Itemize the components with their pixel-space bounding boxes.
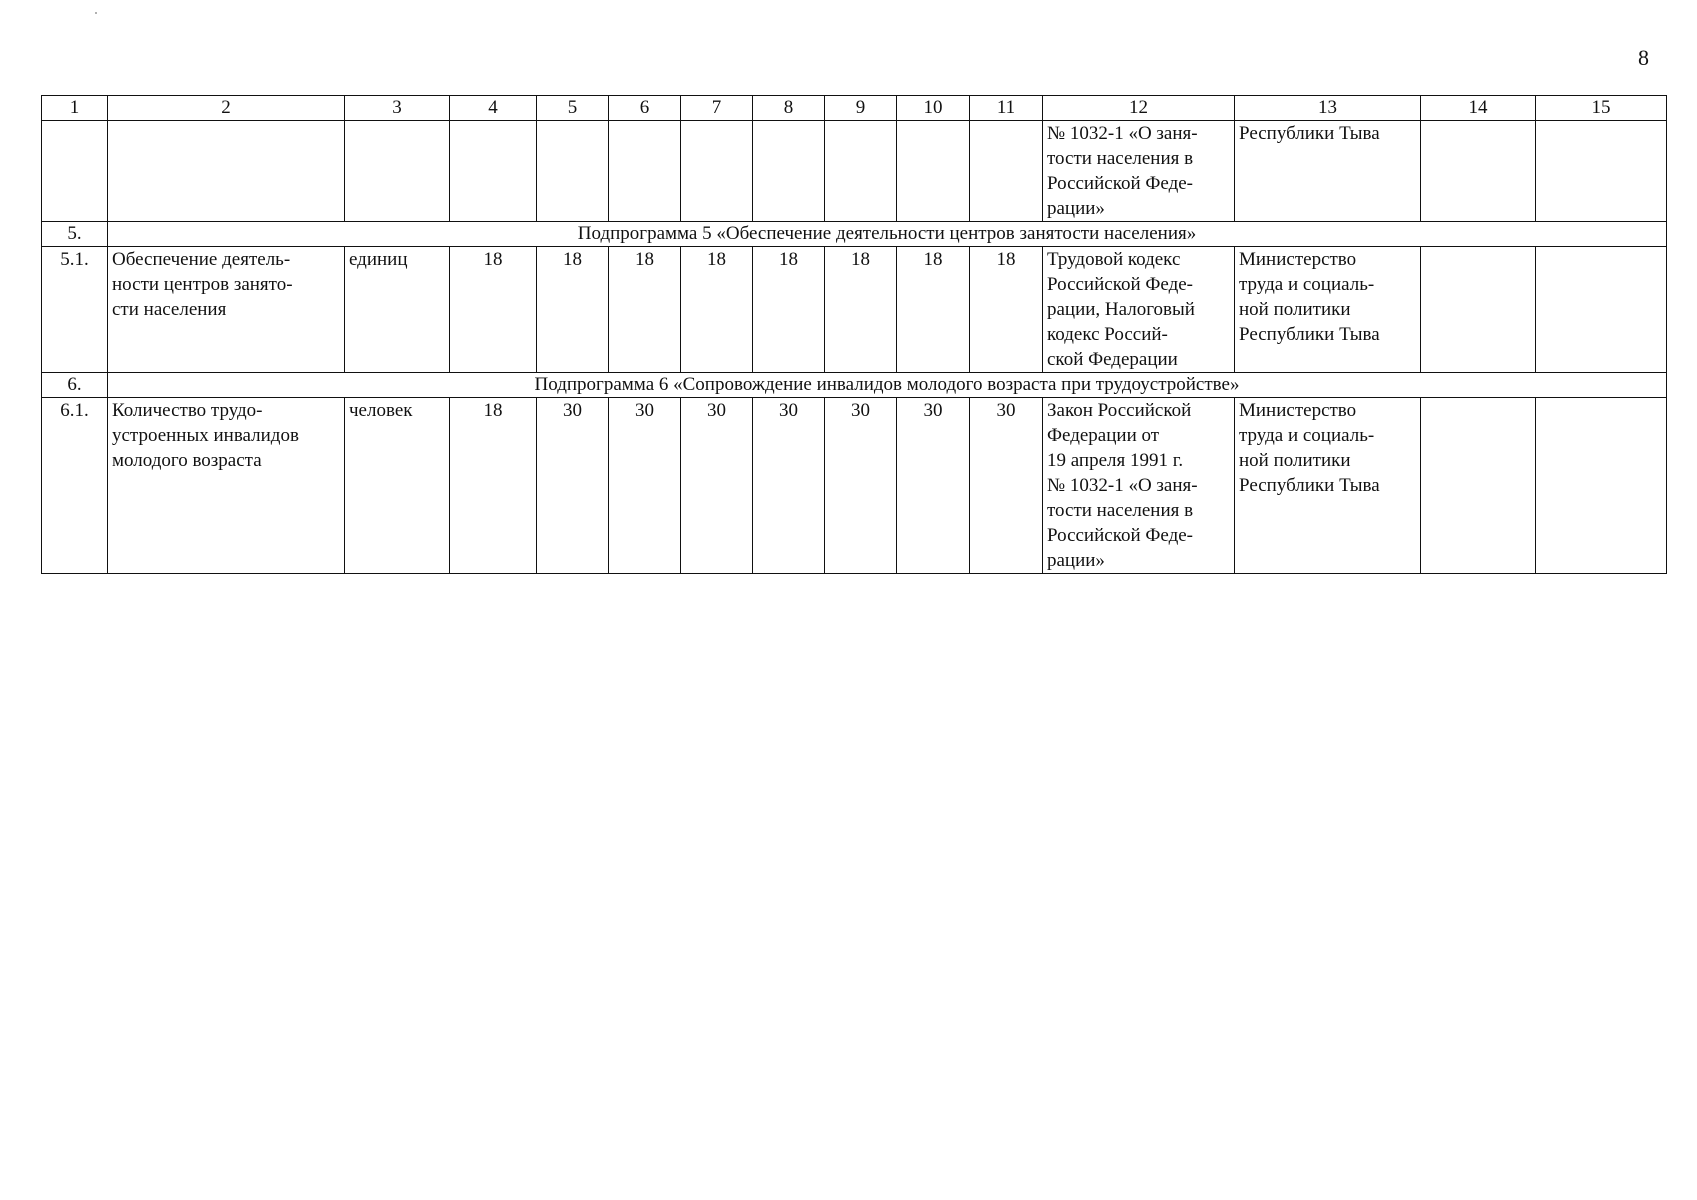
- page-number: 8: [1638, 45, 1649, 70]
- value-cell: 30: [825, 398, 897, 574]
- table-cell: [108, 121, 345, 222]
- legal-basis-cell: № 1032-1 «О заня- тости населения в Российской Феде- рации»: [1043, 121, 1235, 222]
- value-cell: 18: [825, 247, 897, 373]
- value-cell: 18: [609, 247, 681, 373]
- value-cell: 30: [681, 398, 753, 574]
- table-cell: [1536, 121, 1667, 222]
- value-cell: 18: [450, 247, 537, 373]
- value-cell: 30: [537, 398, 609, 574]
- value-cell: 18: [970, 247, 1043, 373]
- value-cell: 30: [970, 398, 1043, 574]
- table-cell: [897, 121, 970, 222]
- column-header: 1: [42, 96, 108, 121]
- unit-cell: единиц: [345, 247, 450, 373]
- table-cell: [42, 121, 108, 222]
- column-header: 9: [825, 96, 897, 121]
- table-cell: [1536, 247, 1667, 373]
- responsible-cell: Министерство труда и социаль- ной политики Республики Тыва: [1235, 247, 1421, 373]
- column-header: 3: [345, 96, 450, 121]
- table-row: [42, 247, 1667, 373]
- column-header: 7: [681, 96, 753, 121]
- table-cell: [970, 121, 1043, 222]
- table-cell: [825, 121, 897, 222]
- indicators-table: [41, 95, 1667, 574]
- column-header: 5: [537, 96, 609, 121]
- table-cell: [681, 121, 753, 222]
- table-cell: [609, 121, 681, 222]
- table-row: [42, 398, 1667, 574]
- column-header: 12: [1043, 96, 1235, 121]
- column-number-row: [42, 96, 1667, 121]
- subprogram-title: Подпрограмма 6 «Сопровождение инвалидов молодого возраста при трудоустройстве»: [108, 373, 1667, 398]
- table-cell: [1421, 398, 1536, 574]
- column-header: 6: [609, 96, 681, 121]
- legal-basis-cell: Трудовой кодекс Российской Феде- рации, Налоговый кодекс Россий- ской Федерации: [1043, 247, 1235, 373]
- indicator-name: Обеспечение деятель- ности центров занято- сти населения: [108, 247, 345, 373]
- table-cell: [1536, 398, 1667, 574]
- scan-speck: [95, 12, 97, 14]
- column-header: 2: [108, 96, 345, 121]
- column-header: 8: [753, 96, 825, 121]
- value-cell: 18: [753, 247, 825, 373]
- table-row: [42, 121, 1667, 222]
- indicator-name: Количество трудо- устроенных инвалидов молодого возраста: [108, 398, 345, 574]
- table-cell: [450, 121, 537, 222]
- responsible-cell: Министерство труда и социаль- ной политики Республики Тыва: [1235, 398, 1421, 574]
- subprogram-row: [42, 222, 1667, 247]
- column-header: 14: [1421, 96, 1536, 121]
- table-cell: [753, 121, 825, 222]
- row-index: 5.1.: [42, 247, 108, 373]
- value-cell: 18: [681, 247, 753, 373]
- table-cell: [1421, 121, 1536, 222]
- value-cell: 18: [450, 398, 537, 574]
- value-cell: 30: [753, 398, 825, 574]
- responsible-cell: Республики Тыва: [1235, 121, 1421, 222]
- legal-basis-cell: Закон Российской Федерации от 19 апреля 1991 г. № 1032-1 «О заня- тости населения в Российской Феде- рации»: [1043, 398, 1235, 574]
- column-header: 11: [970, 96, 1043, 121]
- table-cell: [345, 121, 450, 222]
- value-cell: 18: [537, 247, 609, 373]
- table-cell: [1421, 247, 1536, 373]
- subprogram-row: [42, 373, 1667, 398]
- row-index: 6.: [42, 373, 108, 398]
- column-header: 10: [897, 96, 970, 121]
- table-cell: [537, 121, 609, 222]
- row-index: 5.: [42, 222, 108, 247]
- value-cell: 30: [609, 398, 681, 574]
- column-header: 4: [450, 96, 537, 121]
- row-index: 6.1.: [42, 398, 108, 574]
- value-cell: 18: [897, 247, 970, 373]
- column-header: 15: [1536, 96, 1667, 121]
- column-header: 13: [1235, 96, 1421, 121]
- unit-cell: человек: [345, 398, 450, 574]
- subprogram-title: Подпрограмма 5 «Обеспечение деятельности центров занятости населения»: [108, 222, 1667, 247]
- value-cell: 30: [897, 398, 970, 574]
